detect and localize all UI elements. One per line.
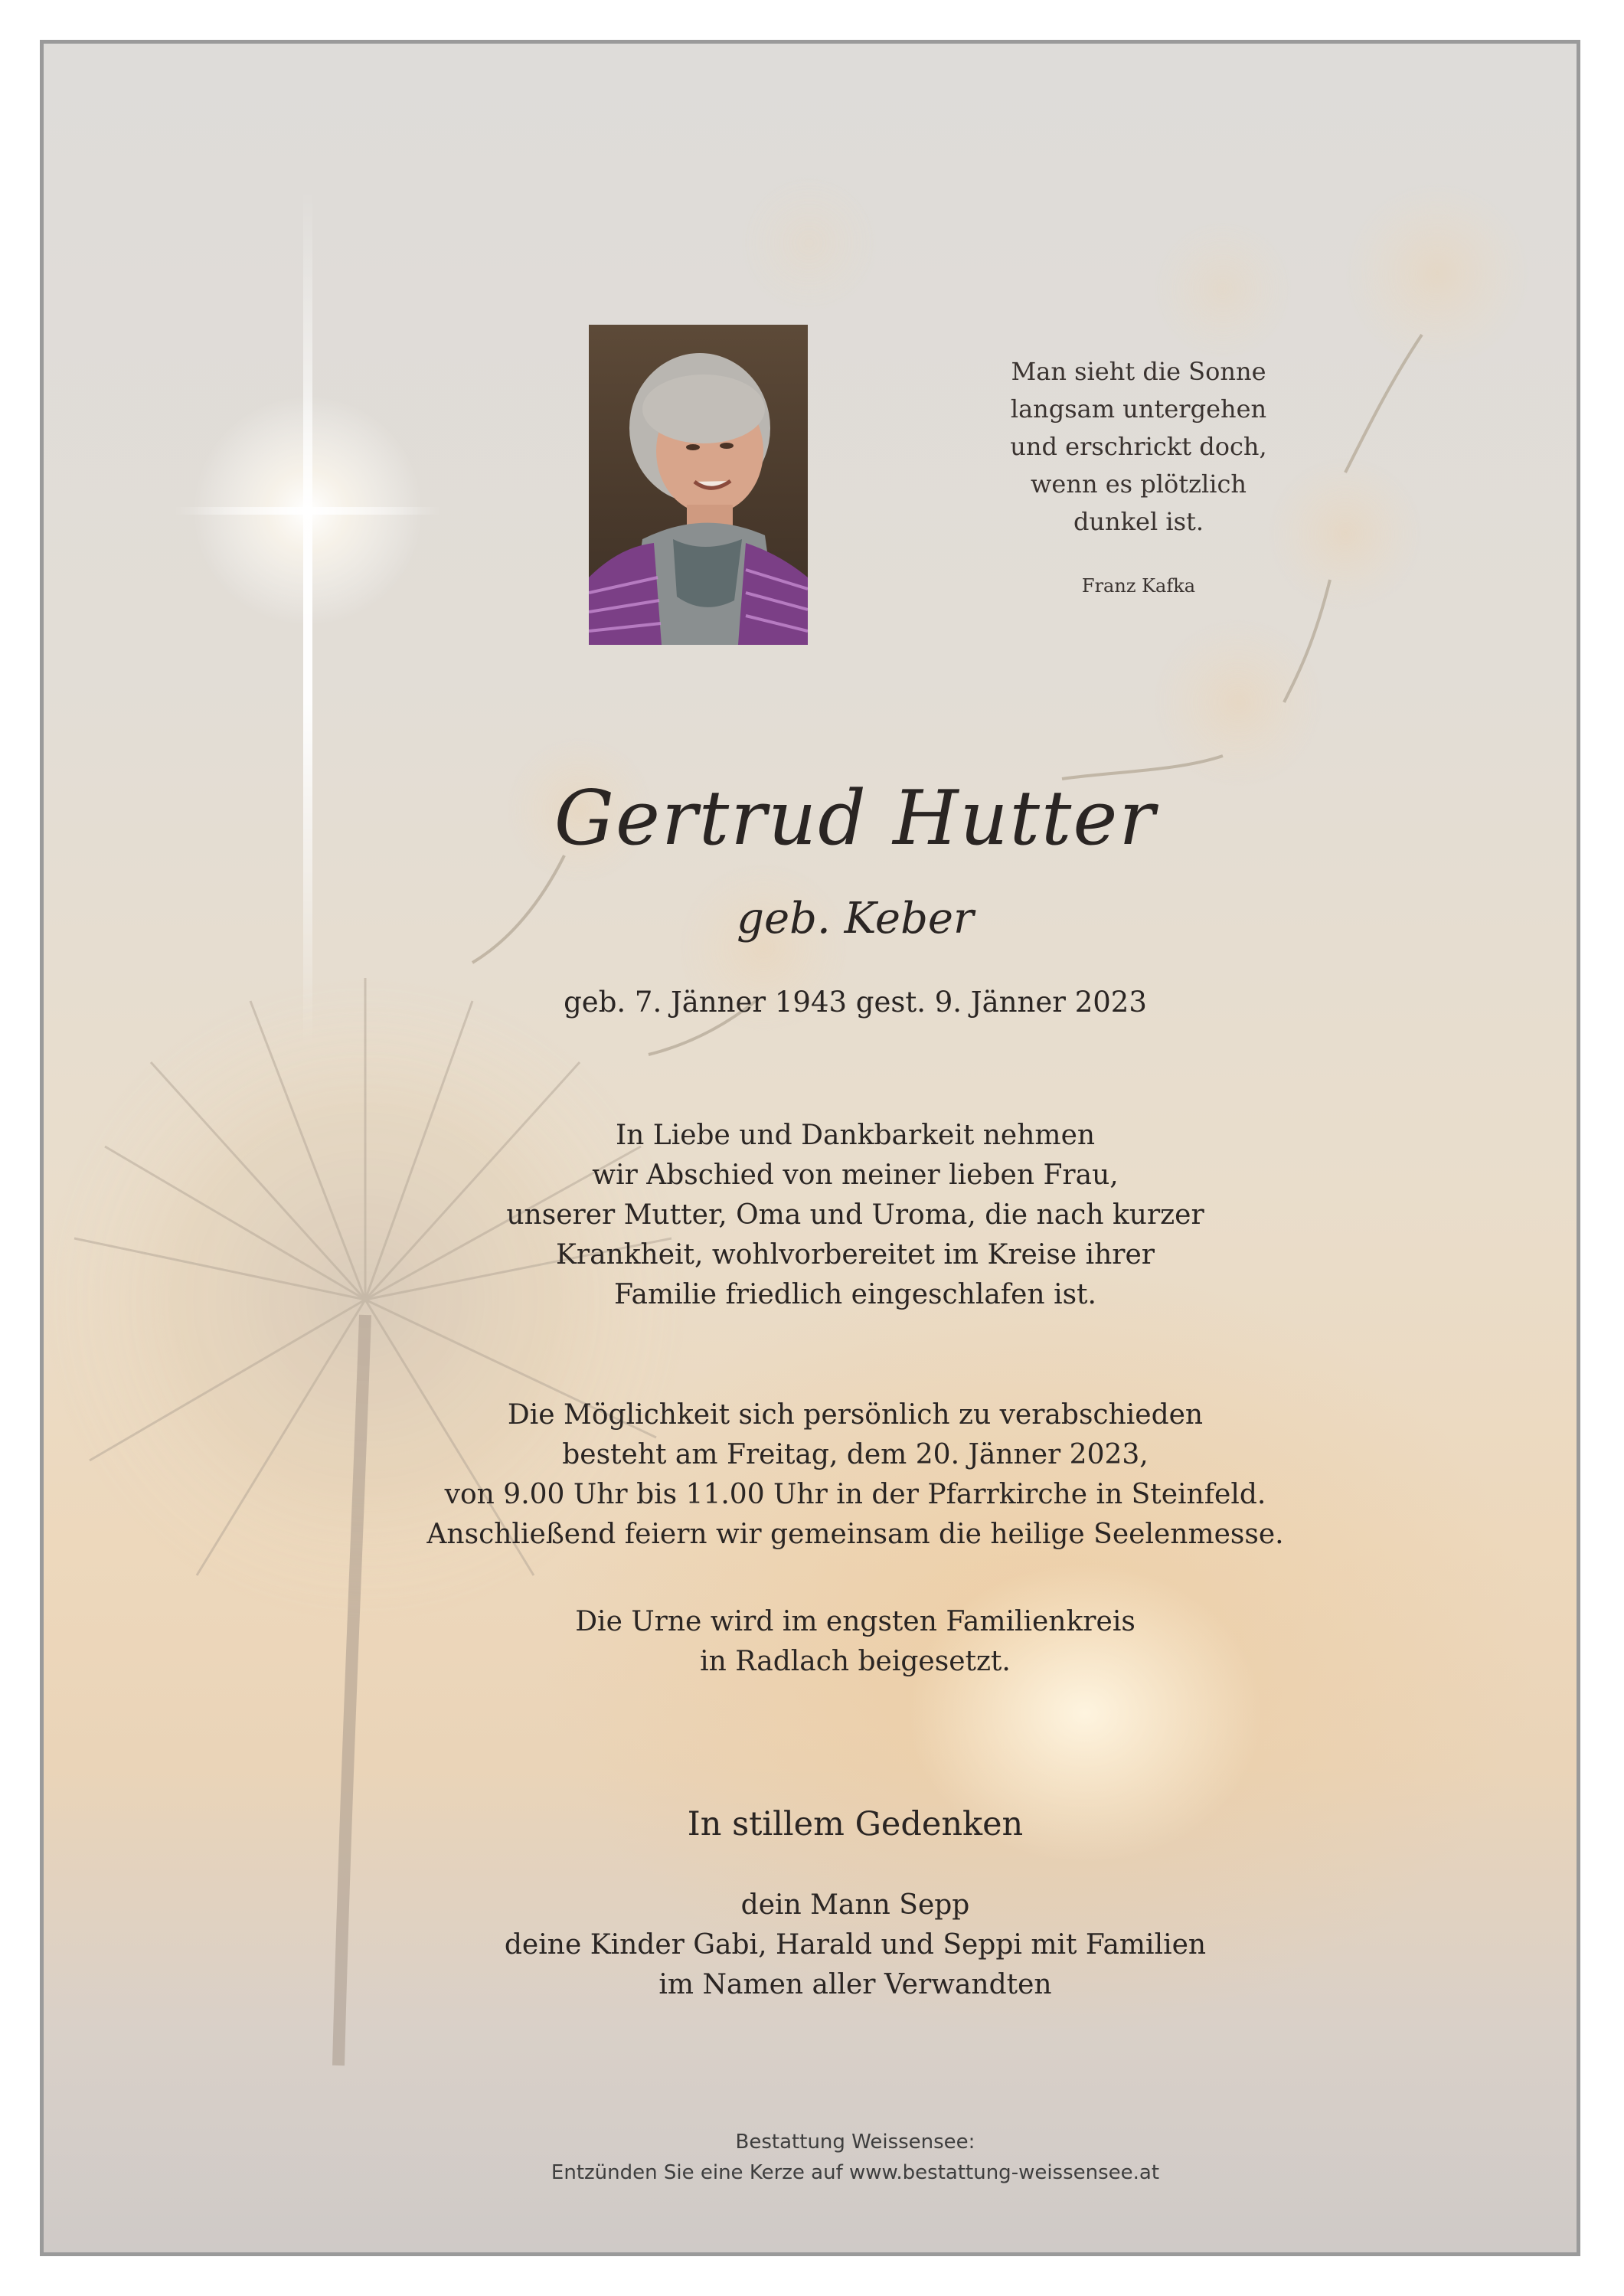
mourners-list <box>319 1886 1391 2005</box>
farewell-line: Anschließend feiern wir gemeinsam die heilige Seelenmesse. <box>426 1519 1284 1550</box>
funeral-home-footer <box>319 2127 1391 2188</box>
quote-line: langsam untergehen <box>1010 394 1267 424</box>
burial-line: in Radlach beigesetzt. <box>700 1646 1011 1677</box>
announcement-line: wir Abschied von meiner lieben Frau, <box>592 1159 1119 1191</box>
quote-line: und erschrickt doch, <box>1010 432 1267 461</box>
light-cross-icon <box>174 189 442 1047</box>
quote-line: Man sieht die Sonne <box>1011 357 1266 386</box>
quote-line: wenn es plötzlich <box>1031 469 1247 499</box>
announcement-text <box>319 1116 1391 1315</box>
farewell-line: Die Möglichkeit sich persönlich zu verabschieden <box>507 1399 1204 1431</box>
farewell-line: von 9.00 Uhr bis 11.00 Uhr in der Pfarrkirche in Steinfeld. <box>444 1479 1266 1510</box>
mourner-line: deine Kinder Gabi, Harald und Seppi mit Familien <box>504 1929 1207 1961</box>
memory-heading: In stillem Gedenken <box>687 1805 1024 1843</box>
burial-info <box>319 1602 1391 1682</box>
portrait-photo <box>589 325 808 645</box>
kafka-quote <box>947 353 1330 541</box>
burial-line: Die Urne wird im engsten Familienkreis <box>575 1606 1135 1637</box>
obituary-card <box>40 40 1580 2256</box>
mourner-line: dein Mann Sepp <box>740 1889 970 1921</box>
funeral-home-name: Bestattung Weissensee: <box>735 2131 975 2154</box>
farewell-line: besteht am Freitag, dem 20. Jänner 2023, <box>562 1439 1149 1470</box>
announcement-line: Familie friedlich eingeschlafen ist. <box>614 1279 1096 1310</box>
announcement-line: unserer Mutter, Oma und Uroma, die nach kurzer <box>506 1199 1204 1231</box>
candle-link-text[interactable]: Entzünden Sie eine Kerze auf www.bestattung-weissensee.at <box>551 2161 1160 2184</box>
announcement-line: Krankheit, wohlvorbereitet im Kreise ihrer <box>555 1239 1155 1271</box>
quote-author: Franz Kafka <box>1081 575 1196 597</box>
announcement-line: In Liebe und Dankbarkeit nehmen <box>615 1120 1096 1151</box>
mourner-line: im Namen aller Verwandten <box>658 1969 1052 2000</box>
quote-line: dunkel ist. <box>1073 507 1204 536</box>
deceased-name: Gertrud Hutter <box>554 775 1157 862</box>
life-dates: geb. 7. Jänner 1943 gest. 9. Jänner 2023 <box>564 986 1147 1019</box>
farewell-details <box>319 1395 1391 1555</box>
maiden-name: geb. Keber <box>737 894 974 944</box>
